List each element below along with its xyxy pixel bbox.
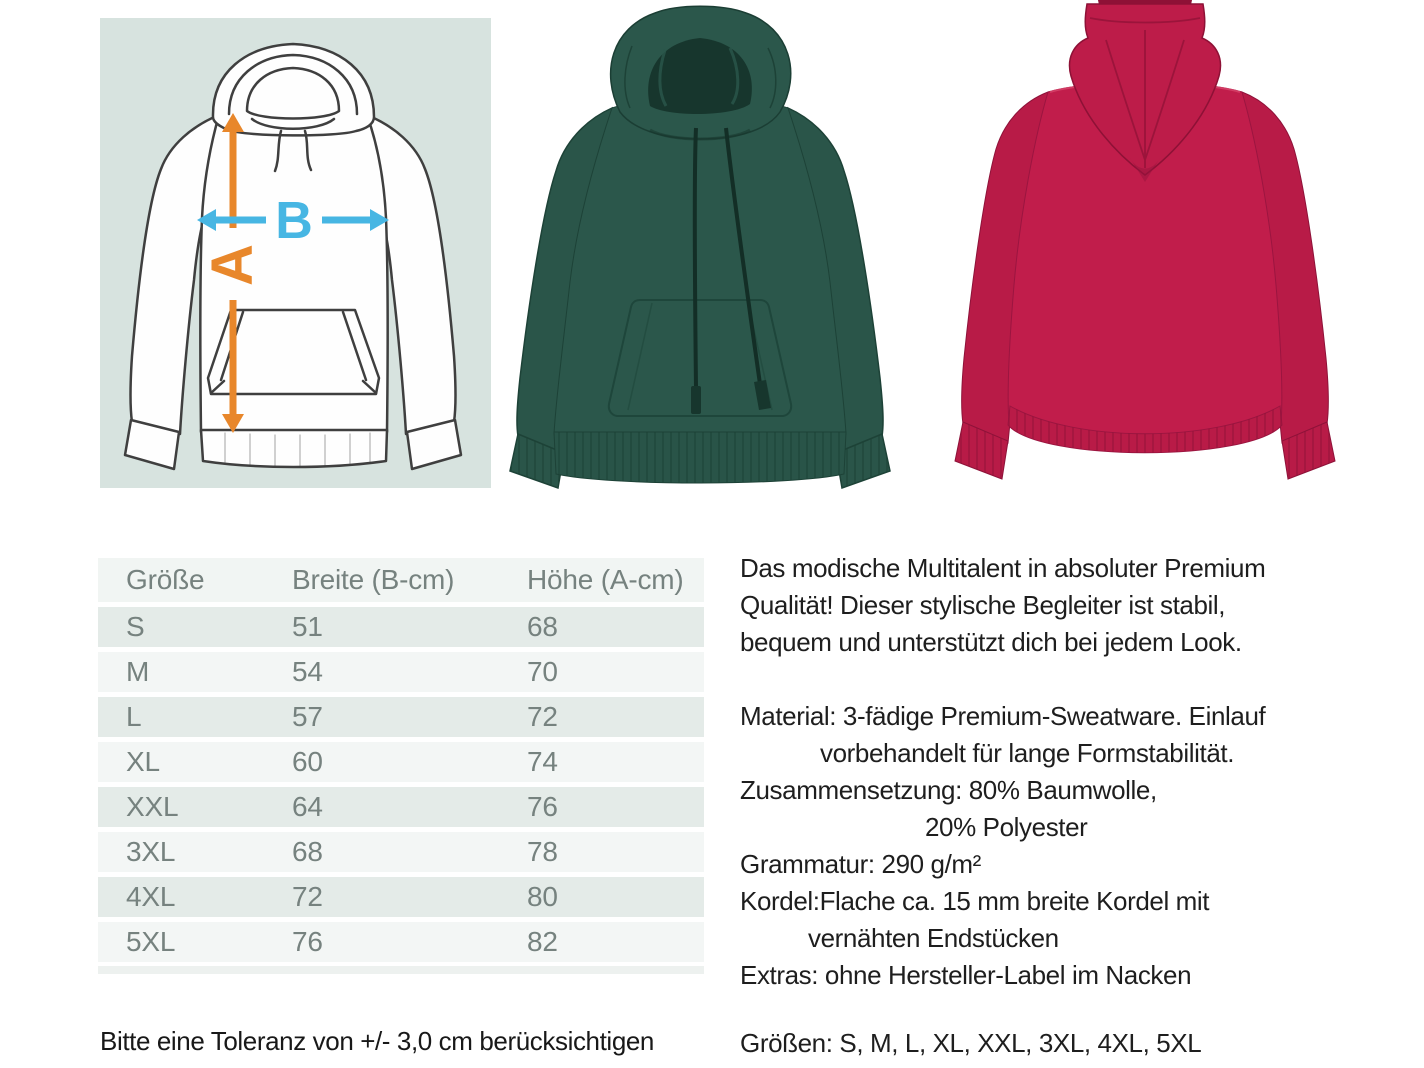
cell-hoehe: 80 (527, 881, 558, 912)
table-row (98, 742, 704, 782)
product-photo-hoodie-back (950, 0, 1340, 490)
cell-breite: 64 (292, 791, 323, 822)
cell-size: L (126, 701, 142, 732)
description-line: vernähten Endstücken (808, 923, 1059, 953)
size-diagram-panel (100, 18, 491, 488)
description-line: 20% Polyester (925, 812, 1088, 842)
cell-breite: 57 (292, 701, 323, 732)
cell-size: 5XL (126, 926, 176, 957)
description-line-zusammensetzung: Zusammensetzung: 80% Baumwolle, (740, 775, 1157, 805)
description-line: Qualität! Dieser stylische Begleiter ist stabil, (740, 590, 1226, 620)
description-line: Das modische Multitalent in absoluter Premium (740, 553, 1266, 583)
measure-label-b: B (275, 192, 313, 250)
description-line-extras: Extras: ohne Hersteller-Label im Nacken (740, 960, 1192, 990)
table-row (98, 652, 704, 692)
cell-breite: 72 (292, 881, 323, 912)
size-table-header-groesse: Größe (126, 564, 205, 595)
description-line: vorbehandelt für lange Formstabilität. (820, 738, 1235, 768)
table-row (98, 877, 704, 917)
size-table (98, 558, 704, 974)
cell-hoehe: 70 (527, 656, 558, 687)
cell-hoehe: 82 (527, 926, 558, 957)
cell-breite: 51 (292, 611, 323, 642)
cell-size: M (126, 656, 150, 687)
cell-size: 3XL (126, 836, 176, 867)
cell-hoehe: 78 (527, 836, 558, 867)
hoodie-measure-diagram-icon (100, 18, 491, 488)
description-line-grammatur: Grammatur: 290 g/m² (740, 849, 981, 879)
description-line: bequem und unterstützt dich bei jedem Look. (740, 627, 1242, 657)
table-row (98, 832, 704, 872)
tolerance-note: Bitte eine Toleranz von +/- 3,0 cm berücksichtigen (100, 1026, 654, 1056)
cell-size: S (126, 611, 145, 642)
cell-size: XXL (126, 791, 179, 822)
size-table-header-breite: Breite (B-cm) (292, 564, 455, 595)
table-row (98, 607, 704, 647)
description-line-kordel: Kordel:Flache ca. 15 mm breite Kordel mit (740, 886, 1210, 916)
cell-breite: 60 (292, 746, 323, 777)
description-line-groessen: Größen: S, M, L, XL, XXL, 3XL, 4XL, 5XL (740, 1028, 1202, 1058)
measure-label-a: A (200, 244, 265, 286)
product-photo-hoodie-front (500, 0, 900, 490)
cell-hoehe: 76 (527, 791, 558, 822)
cell-breite: 54 (292, 656, 323, 687)
table-footer-strip (98, 966, 704, 974)
description-line-material: Material: 3-fädige Premium-Sweatware. Einlauf (740, 701, 1266, 731)
product-description (740, 550, 1380, 1062)
cell-hoehe: 68 (527, 611, 558, 642)
cell-hoehe: 72 (527, 701, 558, 732)
table-row (98, 697, 704, 737)
cell-size: XL (126, 746, 160, 777)
cell-breite: 68 (292, 836, 323, 867)
table-row (98, 922, 704, 962)
cell-hoehe: 74 (527, 746, 558, 777)
cell-size: 4XL (126, 881, 176, 912)
size-table-header-hoehe: Höhe (A-cm) (527, 564, 684, 595)
cell-breite: 76 (292, 926, 323, 957)
size-table-header-row (98, 558, 704, 602)
table-row (98, 787, 704, 827)
